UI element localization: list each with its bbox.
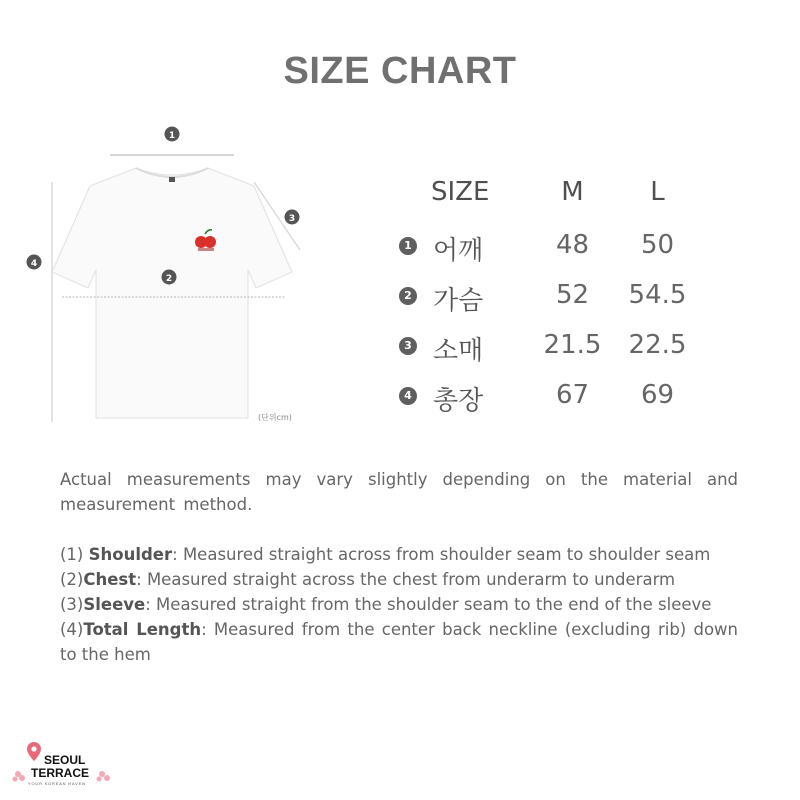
tshirt-shape — [52, 168, 292, 418]
size-header-label: SIZE — [431, 177, 490, 207]
page-title: SIZE CHART — [283, 50, 517, 92]
size-row-chest — [395, 278, 715, 318]
row-number-badge: 2 — [399, 287, 417, 305]
brand-line1: SEOUL — [44, 753, 86, 767]
note-item-sleeve: (3)Sleeve: Measured straight from the shoulder seam to the end of the sleeve — [60, 595, 712, 614]
row-value-l: 50 — [640, 230, 675, 260]
row-label: 어깨 — [433, 236, 484, 266]
marker-1-label: 1 — [168, 131, 176, 141]
row-label: 소매 — [433, 336, 484, 366]
map-pin-icon — [27, 742, 41, 761]
marker-4-label: 4 — [30, 259, 38, 269]
size-row-shoulder — [395, 228, 715, 268]
row-value-m: 67 — [555, 380, 590, 410]
size-row-length — [395, 378, 715, 418]
row-value-m: 52 — [555, 280, 590, 310]
note-item-shoulder: (1) Shoulder: Measured straight across from shoulder seam to shoulder seam — [60, 545, 711, 564]
marker-2-label: 2 — [165, 274, 173, 284]
row-number-badge: 1 — [399, 237, 417, 255]
measurement-notes — [60, 467, 738, 667]
row-label: 가슴 — [433, 286, 484, 316]
size-header-l: L — [650, 177, 665, 207]
marker-3-label: 3 — [288, 214, 296, 224]
row-number-badge: 4 — [399, 387, 417, 405]
row-number-badge: 3 — [399, 337, 417, 355]
note-item-chest: (2)Chest: Measured straight across the chest from underarm to underarm — [60, 570, 676, 589]
row-label: 총장 — [433, 386, 484, 416]
brand-tagline: YOUR KOREAN HAVEN — [28, 781, 86, 786]
row-value-l: 69 — [640, 380, 675, 410]
brand-logo — [10, 738, 120, 798]
unit-label: (단위cm) — [258, 413, 292, 422]
brand-line2: TERRACE — [31, 766, 90, 780]
row-value-m: 48 — [555, 230, 590, 260]
notes-intro: Actual measurements may vary slightly depending on the material and measurement method. — [60, 470, 738, 514]
row-value-l: 22.5 — [628, 330, 687, 360]
note-item-length: (4)Total Length: Measured from the center back neckline (excluding rib) down to the hem — [60, 620, 739, 664]
tshirt-diagram — [22, 120, 322, 430]
row-value-m: 21.5 — [543, 330, 602, 360]
size-row-sleeve — [395, 328, 715, 368]
row-value-l: 54.5 — [628, 280, 687, 310]
size-header-m: M — [561, 177, 584, 207]
size-table-header — [395, 175, 715, 215]
